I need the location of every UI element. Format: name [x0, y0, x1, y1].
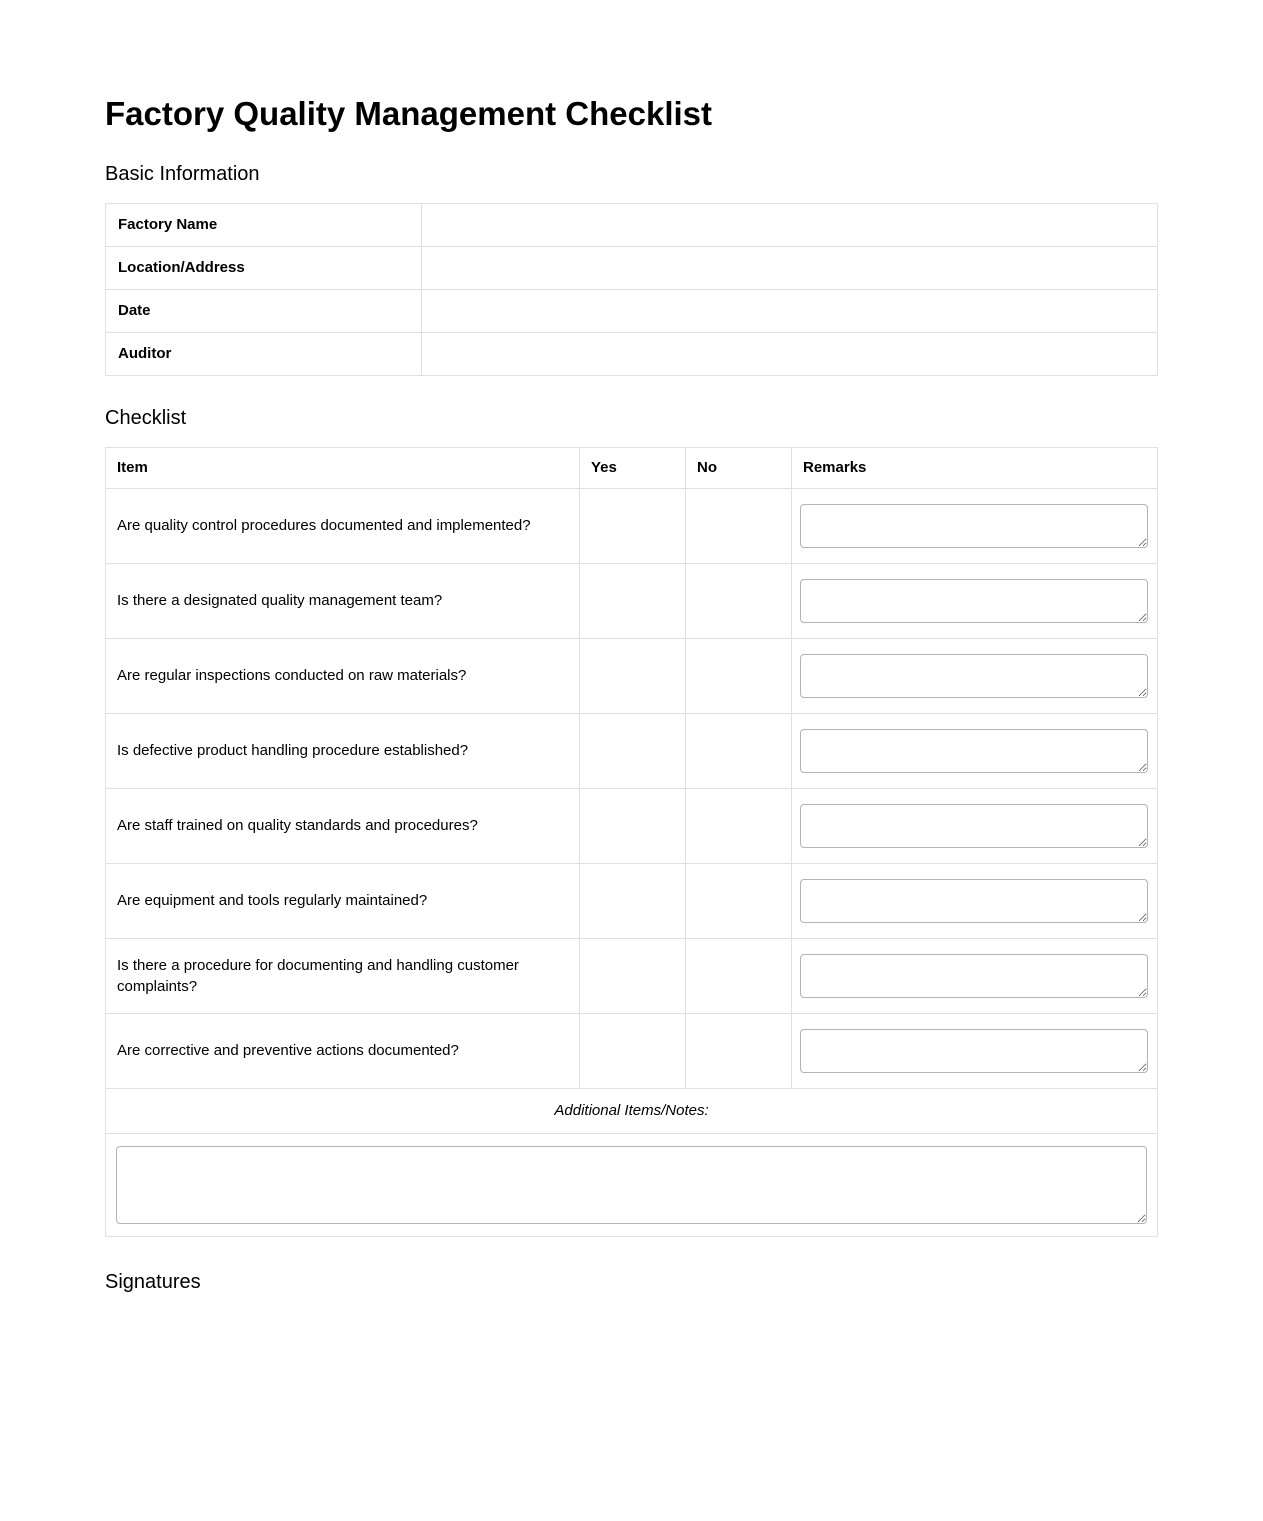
no-cell[interactable] — [686, 488, 792, 563]
remarks-cell — [792, 638, 1158, 713]
remarks-cell — [792, 788, 1158, 863]
basic-info-row-location — [106, 246, 1158, 289]
checklist-row — [106, 488, 1158, 563]
checklist-question: Are quality control procedures documented and implemented? — [106, 488, 580, 563]
basic-info-row-auditor — [106, 332, 1158, 375]
section-heading-checklist: Checklist — [105, 406, 187, 429]
yes-cell[interactable] — [580, 638, 686, 713]
checklist-row — [106, 563, 1158, 638]
remarks-textarea[interactable] — [800, 654, 1148, 698]
yes-cell[interactable] — [580, 488, 686, 563]
no-cell[interactable] — [686, 638, 792, 713]
column-header-item: Item — [106, 447, 580, 488]
yes-cell[interactable] — [580, 563, 686, 638]
checklist-row — [106, 788, 1158, 863]
column-header-remarks: Remarks — [792, 447, 1158, 488]
checklist-question: Is there a designated quality management team? — [106, 563, 580, 638]
remarks-textarea[interactable] — [800, 579, 1148, 623]
checklist-question: Is there a procedure for documenting and handling customer complaints? — [106, 938, 580, 1013]
yes-cell[interactable] — [580, 788, 686, 863]
section-heading-signatures: Signatures — [105, 1270, 201, 1293]
checklist-row — [106, 1013, 1158, 1088]
field-label-factory-name: Factory Name — [106, 203, 422, 246]
checklist-question: Is defective product handling procedure established? — [106, 713, 580, 788]
no-cell[interactable] — [686, 563, 792, 638]
remarks-cell — [792, 938, 1158, 1013]
checklist-row — [106, 938, 1158, 1013]
no-cell[interactable] — [686, 1013, 792, 1088]
field-value-date[interactable] — [422, 289, 1158, 332]
checklist-row — [106, 713, 1158, 788]
yes-cell[interactable] — [580, 938, 686, 1013]
field-value-factory-name[interactable] — [422, 203, 1158, 246]
remarks-textarea[interactable] — [800, 879, 1148, 923]
no-cell[interactable] — [686, 788, 792, 863]
checklist-question: Are corrective and preventive actions documented? — [106, 1013, 580, 1088]
checklist-question: Are equipment and tools regularly maintained? — [106, 863, 580, 938]
field-value-location[interactable] — [422, 246, 1158, 289]
checklist-row — [106, 638, 1158, 713]
notes-label-row — [106, 1088, 1158, 1133]
no-cell[interactable] — [686, 938, 792, 1013]
basic-info-row-date — [106, 289, 1158, 332]
notes-cell — [106, 1133, 1158, 1236]
checklist-table — [105, 447, 1158, 1237]
basic-info-row-factory-name — [106, 203, 1158, 246]
checklist-question: Are staff trained on quality standards and procedures? — [106, 788, 580, 863]
remarks-cell — [792, 863, 1158, 938]
notes-input-row — [106, 1133, 1158, 1236]
checklist-question: Are regular inspections conducted on raw materials? — [106, 638, 580, 713]
field-label-location: Location/Address — [106, 246, 422, 289]
no-cell[interactable] — [686, 863, 792, 938]
column-header-no: No — [686, 447, 792, 488]
remarks-textarea[interactable] — [800, 504, 1148, 548]
remarks-textarea[interactable] — [800, 954, 1148, 998]
remarks-cell — [792, 563, 1158, 638]
remarks-cell — [792, 488, 1158, 563]
remarks-cell — [792, 713, 1158, 788]
field-value-auditor[interactable] — [422, 332, 1158, 375]
yes-cell[interactable] — [580, 863, 686, 938]
yes-cell[interactable] — [580, 713, 686, 788]
checklist-header-row — [106, 447, 1158, 488]
yes-cell[interactable] — [580, 1013, 686, 1088]
section-heading-basic-information: Basic Information — [105, 162, 260, 185]
field-label-auditor: Auditor — [106, 332, 422, 375]
no-cell[interactable] — [686, 713, 792, 788]
field-label-date: Date — [106, 289, 422, 332]
remarks-cell — [792, 1013, 1158, 1088]
notes-label: Additional Items/Notes: — [106, 1088, 1158, 1133]
remarks-textarea[interactable] — [800, 804, 1148, 848]
column-header-yes: Yes — [580, 447, 686, 488]
basic-info-table — [105, 203, 1158, 376]
notes-textarea[interactable] — [116, 1146, 1147, 1224]
checklist-row — [106, 863, 1158, 938]
remarks-textarea[interactable] — [800, 729, 1148, 773]
remarks-textarea[interactable] — [800, 1029, 1148, 1073]
page-title: Factory Quality Management Checklist — [105, 95, 713, 132]
